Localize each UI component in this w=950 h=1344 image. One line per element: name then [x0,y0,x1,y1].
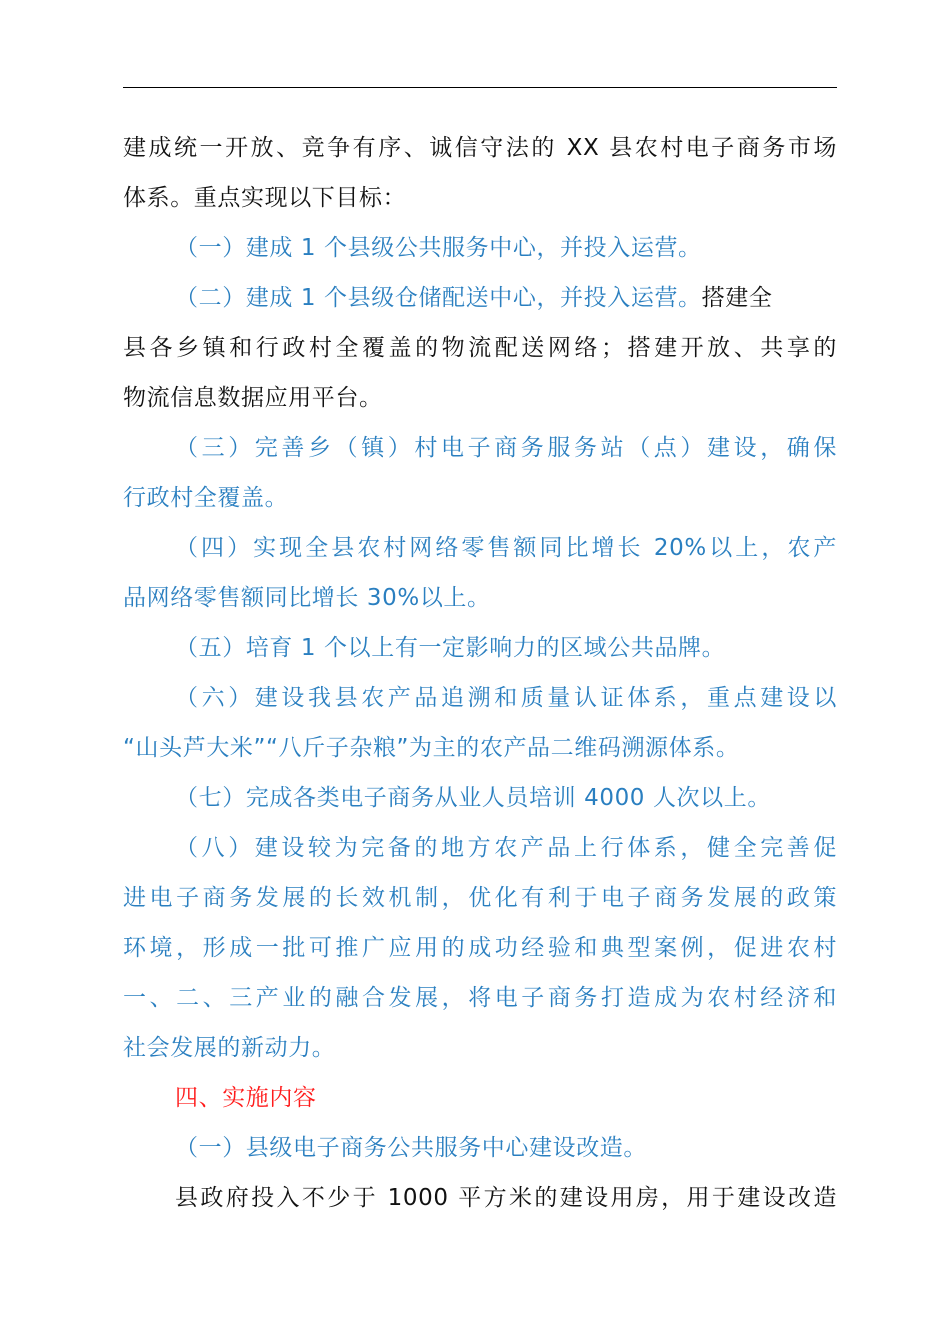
goal-2-text: （二）建成 1 个县级仓储配送中心，并投入运营。 [175,285,702,311]
goal-7-line: （七）完成各类电子商务从业人员培训 4000 人次以上。 [175,785,771,811]
goal-8-continuation: 环境，形成一批可推广应用的成功经验和典型案例，促进农村 [123,935,837,961]
header-rule [123,87,837,88]
goal-6-continuation: “山头芦大米”“八斤子杂粮”为主的农产品二维码溯源体系。 [123,735,740,761]
goal-4-line: （四）实现全县农村网络零售额同比增长 20%以上，农产 [175,535,837,561]
goal-1-line: （一）建成 1 个县级公共服务中心，并投入运营。 [175,235,702,261]
goal-8-continuation: 社会发展的新动力。 [123,1035,336,1061]
paragraph-line: 县政府投入不少于 1000 平方米的建设用房，用于建设改造 [175,1185,837,1211]
goal-8-continuation: 进电子商务发展的长效机制，优化有利于电子商务发展的政策 [123,885,837,911]
goal-8-line: （八）建设较为完备的地方农产品上行体系，健全完善促 [175,835,837,861]
goal-5-line: （五）培育 1 个以上有一定影响力的区域公共品牌。 [175,635,726,661]
goal-2-line [175,278,837,318]
paragraph-line: 体系。重点实现以下目标： [123,185,407,211]
paragraph-line: 物流信息数据应用平台。 [123,385,383,411]
goal-8-continuation: 一、二、三产业的融合发展，将电子商务打造成为农村经济和 [123,985,837,1011]
paragraph-line: 建成统一开放、竞争有序、诚信守法的 XX 县农村电子商务市场 [123,135,837,161]
goal-3-line: （三）完善乡（镇）村电子商务服务站（点）建设，确保 [175,435,837,461]
goal-2-continuation: 搭建全 [701,285,773,311]
section-heading: 四、实施内容 [175,1085,317,1111]
goal-4-continuation: 品网络零售额同比增长 30%以上。 [123,585,491,611]
goal-6-line: （六）建设我县农产品追溯和质量认证体系，重点建设以 [175,685,837,711]
goal-3-continuation: 行政村全覆盖。 [123,485,289,511]
paragraph-line: 县各乡镇和行政村全覆盖的物流配送网络；搭建开放、共享的 [123,335,837,361]
subsection-heading: （一）县级电子商务公共服务中心建设改造。 [175,1135,647,1161]
